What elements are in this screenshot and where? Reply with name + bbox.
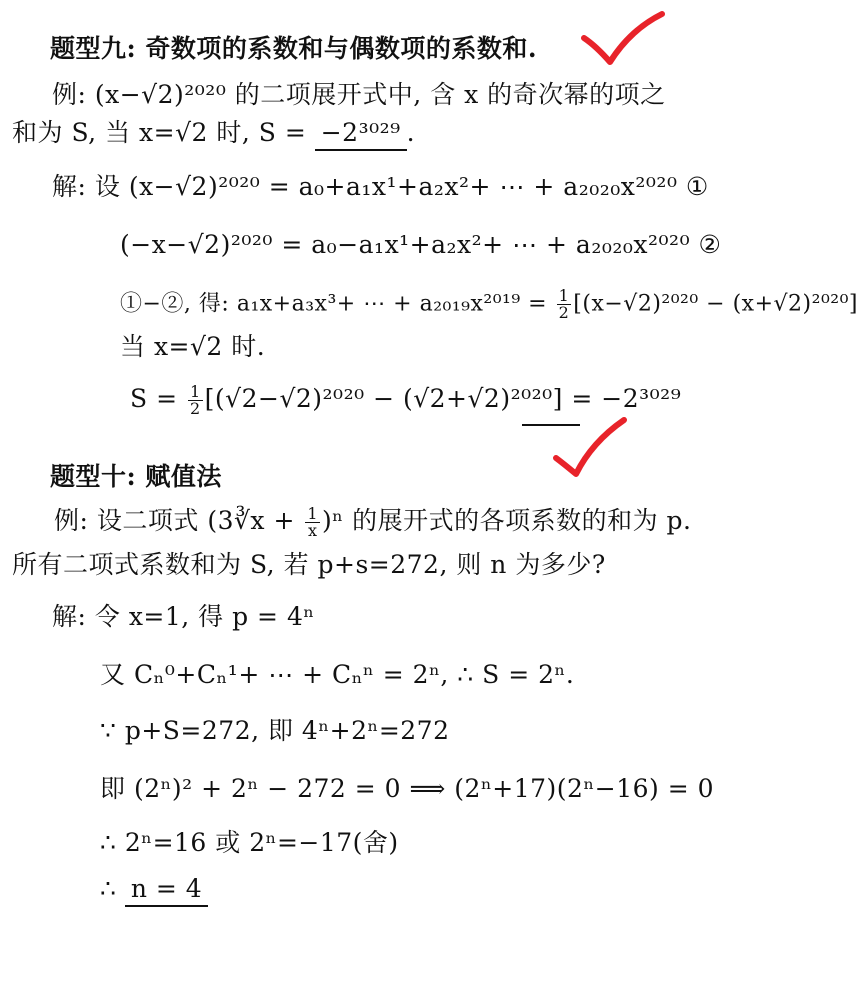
section10-solution-line5: ∴ 2ⁿ=16 或 2ⁿ=−17(舍) [100, 828, 399, 857]
section9-example-answer: −2³⁰²⁹ [315, 118, 407, 151]
fraction-numerator: 1 [558, 286, 570, 305]
section10-solution-line1: 解: 令 x=1, 得 p = 4ⁿ [52, 602, 315, 631]
section9-example-text: 和为 S, 当 x=√2 时, S = [12, 118, 315, 147]
fraction-denominator: 2 [558, 303, 570, 322]
section9-heading: 题型九: 奇数项的系数和与偶数项的系数和. [50, 34, 538, 63]
section9-solution-line5-lhs: S = [130, 384, 186, 413]
section9-solution-line5 [130, 384, 681, 417]
section10-solution-line2: 又 Cₙ⁰+Cₙ¹+ ⋯ + Cₙⁿ = 2ⁿ, ∴ S = 2ⁿ. [100, 660, 575, 689]
fraction-numerator: 1 [189, 382, 201, 401]
section9-solution-line3-left: ①−②, 得: a₁x+a₃x³+ ⋯ + a₂₀₁₉x²⁰¹⁹ = [120, 291, 555, 317]
section9-half-fraction [557, 288, 572, 321]
section10-reciprocal-fraction [305, 506, 320, 539]
fraction-numerator: 1 [307, 504, 319, 523]
section9-solution-line1: 解: 设 (x−√2)²⁰²⁰ = a₀+a₁x¹+a₂x²+ ⋯ + a₂₀₂₀x²⁰²⁰ ① [52, 172, 709, 201]
section9-solution-line5-body: [(√2−√2)²⁰²⁰ − (√2+√2)²⁰²⁰] = [204, 384, 602, 413]
section10-final-answer: n = 4 [125, 874, 208, 907]
section9-solution-line3 [120, 288, 858, 321]
section9-solution-line4: 当 x=√2 时. [120, 332, 266, 361]
section10-heading: 题型十: 赋值法 [50, 462, 222, 491]
fraction-denominator: x [307, 521, 318, 540]
section10-example-line2: 所有二项式系数和为 S, 若 p+s=272, 则 n 为多少? [12, 550, 606, 579]
section10-solution-line4: 即 (2ⁿ)² + 2ⁿ − 272 = 0 ⟹ (2ⁿ+17)(2ⁿ−16) = 0 [100, 774, 715, 803]
section10-example-left: 例: 设二项式 (3∛x + [54, 506, 304, 535]
section9-example-tail: . [406, 118, 416, 147]
section9-example-line2 [12, 118, 415, 148]
section9-solution-answer: −2³⁰²⁹ [601, 384, 682, 413]
fraction-denominator: 2 [189, 399, 201, 418]
section9-example-line1: 例: (x−√2)²⁰²⁰ 的二项展开式中, 含 x 的奇次幂的项之 [52, 80, 666, 109]
section9-solution-line2: (−x−√2)²⁰²⁰ = a₀−a₁x¹+a₂x²+ ⋯ + a₂₀₂₀x²⁰²⁰ ② [120, 230, 722, 259]
section10-solution-line6 [100, 874, 208, 904]
checkmark-icon [578, 8, 668, 70]
section10-example-line1 [54, 506, 691, 539]
therefore-symbol: ∴ [100, 874, 125, 903]
section9-half-fraction-2 [188, 384, 203, 417]
section9-solution-line3-right: [(x−√2)²⁰²⁰ − (x+√2)²⁰²⁰] [573, 291, 858, 317]
checkmark-icon [550, 414, 630, 480]
section10-example-right: )ⁿ 的展开式的各项系数的和为 p. [322, 506, 692, 535]
section10-solution-line3: ∵ p+S=272, 即 4ⁿ+2ⁿ=272 [100, 716, 450, 745]
